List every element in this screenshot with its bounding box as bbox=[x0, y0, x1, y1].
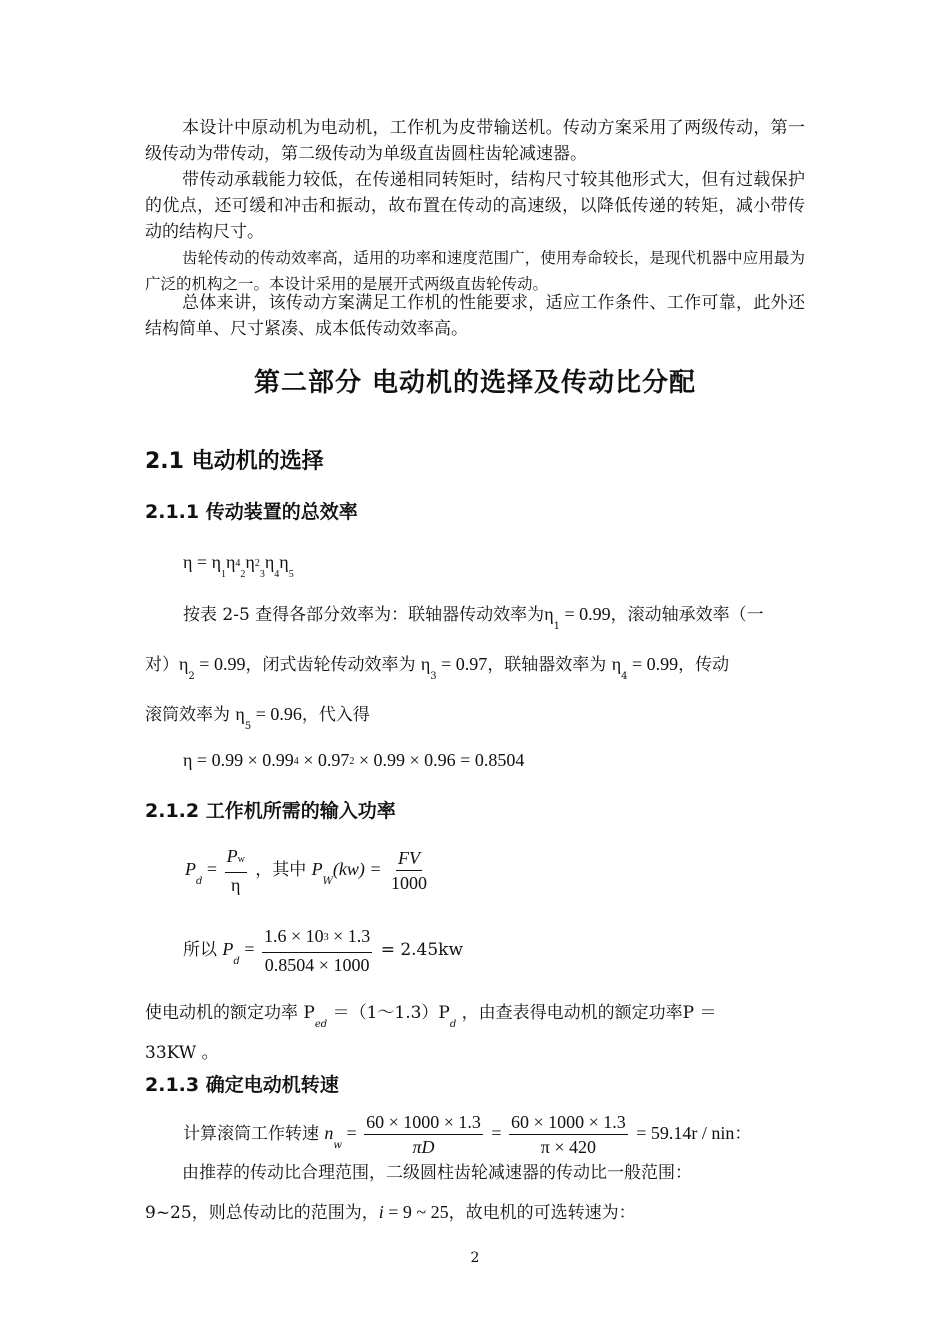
efficiency-text-line-1: 按表 2-5 查得各部分效率为：联轴器传动效率为$\eta_1 = 0.99$，滚动轴承效率（一 bbox=[183, 604, 764, 632]
total-efficiency-formula: $\eta = \eta_1\eta 4_2\eta 2_3\eta_4\eta_5$ bbox=[183, 552, 294, 580]
section-2-1-3-title: 2.1.3 确定电动机转速 bbox=[145, 1074, 339, 1096]
speed-fraction-1: $\frac{60 \times 1000 \times 1.3}{\pi D}$ bbox=[366, 1112, 481, 1157]
part-title: 第二部分 电动机的选择及传动比分配 bbox=[253, 368, 697, 398]
total-ratio-line: 9~25，则总传动比的范围为，i = 9 ~ 25，故电机的可选转速为： bbox=[145, 1202, 636, 1223]
efficiency-calculation: η = 0.99 × 0.994 × 0.972 × 0.99 × 0.96 = 0.8504 bbox=[183, 750, 525, 770]
section-2-1-2-title: 2.1.2 工作机所需的输入功率 bbox=[145, 800, 396, 822]
page-number: 2 bbox=[470, 1250, 480, 1266]
efficiency-text-line-2: 对）$\eta_2 = 0.99$，闭式齿轮传动效率为 $\eta_3 = 0.97$，联轴器效率为 $\eta_4 = 0.99$，传动 bbox=[145, 654, 730, 682]
power-fraction: $\frac{Pw}{\eta}$ bbox=[226, 846, 245, 895]
intro-paragraph-4: 总体来讲，该传动方案满足工作机的性能要求，适应工作条件、工作可靠，此外还结构简单、尺寸紧凑、成本低传动效率高。 bbox=[145, 293, 805, 339]
rated-power-line: 使电动机的额定功率 $P_{ed}$ $=(1\sim 1.3)P_d$ ，由查表得电动机的额定功率P ＝ bbox=[145, 1003, 717, 1030]
intro-paragraph-3: 齿轮传动的传动效率高，适用的功率和速度范围广，使用寿命较长，是现代机器中应用最为广泛的机构之一。本设计采用的是展开式两级直齿轮传动。 bbox=[145, 249, 805, 293]
efficiency-text-line-3: 滚筒效率为 $\eta_5 = 0.96$，代入得 bbox=[145, 704, 370, 732]
intro-paragraph-2: 带传动承载能力较低，在传递相同转矩时，结构尺寸较其他形式大，但有过载保护的优点，还可缓和冲击和振动，故布置在传动的高速级，以降低传递的转矩，减小带传动的结构尺寸。 bbox=[145, 170, 805, 242]
power-calculation: 所以 $P_d$ = $\frac{1.6 \times 103 \times 1.3}{0.8504 \times 1000}$ = 2.45kw bbox=[183, 926, 464, 975]
rated-power-value: 33KW 。 bbox=[145, 1043, 219, 1063]
drum-speed-formula: 计算滚筒工作转速 $n_w$ = $\frac{60 \times 1000 \times 1.3}{\pi D}$ = $\frac{60 \times 1000 \times 1.3}{\pi \times 420}$ = 59.14r / nin： bbox=[183, 1112, 752, 1157]
section-2-1-title: 2.1 电动机的选择 bbox=[145, 449, 324, 474]
speed-fraction-2: $\frac{60 \times 1000 \times 1.3}{\pi \times 420}$ bbox=[511, 1112, 626, 1157]
work-power-fraction: $\frac{FV}{1000}$ bbox=[391, 848, 428, 893]
power-formula: $P_d$ = $\frac{Pw}{\eta}$ ，其中 $P_W(kw)$ = $\frac{FV}{1000}$ bbox=[185, 846, 428, 895]
intro-paragraph-1: 本设计中原动机为电动机，工作机为皮带输送机。传动方案采用了两级传动，第一级传动为带传动，第二级传动为单级直齿圆柱齿轮减速器。 bbox=[145, 118, 805, 164]
section-2-1-1-title: 2.1.1 传动装置的总效率 bbox=[145, 501, 358, 523]
power-calc-fraction: $\frac{1.6 \times 103 \times 1.3}{0.8504 \times 1000}$ bbox=[263, 926, 371, 975]
ratio-range-paragraph: 由推荐的传动比合理范围，二级圆柱齿轮减速器的传动比一般范围： bbox=[182, 1163, 692, 1183]
